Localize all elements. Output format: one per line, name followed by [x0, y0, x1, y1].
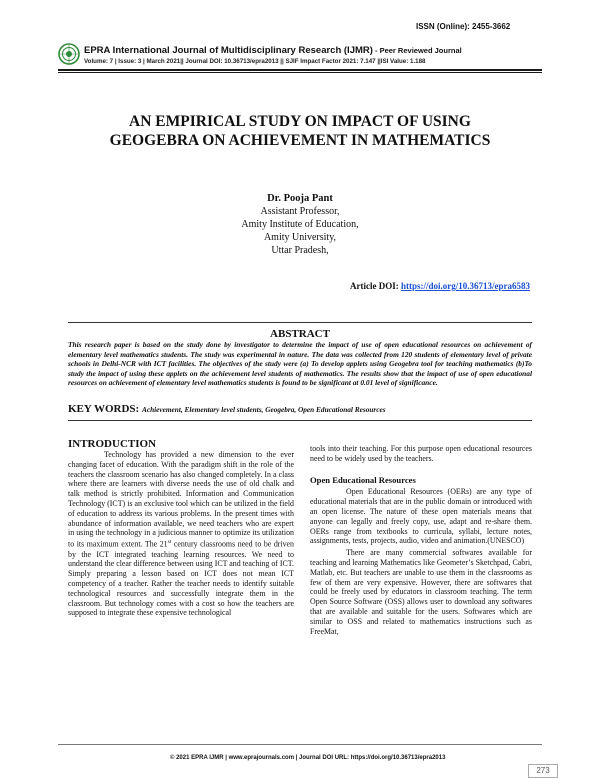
- author-location: Uttar Pradesh,: [271, 245, 329, 256]
- introduction-heading: INTRODUCTION: [68, 438, 157, 450]
- journal-meta-line: Volume: 7 | Issue: 3 | March 2021|| Journal DOI: 10.36713/epra2013 || SJIF Impact Factor 2021: 7.147 ||ISI Value: 1.188: [84, 58, 426, 65]
- article-doi-link[interactable]: https://doi.org/10.36713/epra6583: [400, 281, 530, 291]
- author-block: [200, 192, 400, 257]
- left-column: [68, 438, 294, 618]
- page-number: 273: [528, 764, 558, 778]
- oer-paragraph-2: There are many commercial softwares available for teaching and learning Mathematics like Geometer’s Sketchpad, Cabri, Matlab, etc. But teachers are unable to use them in the classrooms as few of them are very expensive. However, there are softwares that could be freely used by educators in classroom teaching. The term Open Source Software (OSS) allows user to download any softwares that are available and suitable for the users. Softwares which are similar to OSS and related to mathematics instructions such as FreeMat,: [310, 548, 532, 636]
- author-institute: Amity Institute of Education,: [241, 219, 359, 230]
- author-position: Assistant Professor,: [260, 206, 340, 217]
- introduction-paragraph: [68, 450, 294, 618]
- introduction-continued: tools into their teaching. For this purpose open educational resources need to be widely used by the teachers.: [310, 444, 532, 463]
- journal-title-text: EPRA International Journal of Multidisciplinary Research (IJMR): [84, 45, 373, 56]
- keywords-line: [68, 403, 538, 415]
- keywords-list: Achievement, Elementary level students, Geogebra, Open Educational Resources: [141, 405, 386, 414]
- abstract-heading: ABSTRACT: [270, 328, 330, 340]
- author-university: Amity University,: [263, 232, 337, 243]
- abstract-top-rule: [68, 322, 532, 323]
- intro-text-part-1: Technology has provided a new dimension to the ever changing facet of education. With the paradigm shift in the role of the teachers the classroom scenario has also changed completely. In a class where there are learners with diverse needs the use of old chalk and talk method is strictly prohibited. Information and Communication Technology (ICT) is an exclusive tool which can be utilized in the field of education to address its various problems. In the present times with abundance of information available, we need teachers who are expert in using the technology in a judicious manner to optimize its utilization to its maximum extent. The 21: [68, 450, 294, 549]
- header-rule: [58, 69, 542, 71]
- keywords-label: KEY WORDS:: [68, 403, 142, 415]
- superscript-st: st: [167, 539, 172, 546]
- oer-paragraph-1: Open Educational Resources (OERs) are any type of educational materials that are in the public domain or introduced with an open license. The nature of these open materials means that anyone can legally and freely copy, use, adapt and re-share them. OERs range from textbooks to curricula, syllabi, lecture notes, assignments, tests, projects, audio, video and animation.(UNESCO): [310, 487, 532, 546]
- issn-label: ISSN (Online): 2455-3662: [416, 22, 511, 31]
- header-rule-thin: [58, 72, 542, 73]
- abstract-text: This research paper is based on the study done by investigator to determine the impact of use of open educational resources on achievement of elementary level mathematics students. The study was experimental in nature. The data was collected from 120 students of elementary level of private schools in Delhi-NCR with ICT facilities. The objectives of the study were (a) To develop applets using Geogebra tool for teaching mathematics (b)To study the impact of using these applets on the achievement level students of mathematics. The results show that the impact of use of open educational resources on achievement of elementary level mathematics students is found to be significant at 0.01 level of significance.: [68, 340, 532, 388]
- paper-title-line-2: GEOGEBRA ON ACHIEVEMENT IN MATHEMATICS: [109, 132, 491, 149]
- peer-reviewed-label: - Peer Reviewed Journal: [372, 46, 462, 55]
- journal-title: [84, 45, 462, 56]
- abstract-bottom-rule: [68, 420, 532, 421]
- article-doi-label: Article DOI:: [350, 281, 401, 291]
- paper-title-line-1: AN EMPIRICAL STUDY ON IMPACT OF USING: [129, 113, 471, 130]
- article-doi: [160, 281, 530, 291]
- author-name: Dr. Pooja Pant: [267, 193, 333, 204]
- intro-text-part-2: century classrooms need to be driven by the ICT integrated teaching learning resources. We need to understand the clear difference between using ICT and teaching of ICT. Simply preparing a lesson based on ICT does not mean ICT competency of a teacher. Rather the teacher needs to identify suitable technological resources and successfully integrate them in the classroom. But technology comes with a cost so how the teachers are supposed to integrate these expensive technological: [68, 539, 294, 618]
- oer-heading: Open Educational Resources: [310, 474, 416, 485]
- paper-title: [40, 112, 560, 150]
- journal-logo-icon: [58, 43, 80, 65]
- footer-text: © 2021 EPRA IJMR | www.eprajournals.com | Journal DOI URL: https://doi.org/10.36713/epra2013: [170, 755, 446, 761]
- footer-rule: [58, 744, 542, 745]
- right-column: [310, 444, 532, 636]
